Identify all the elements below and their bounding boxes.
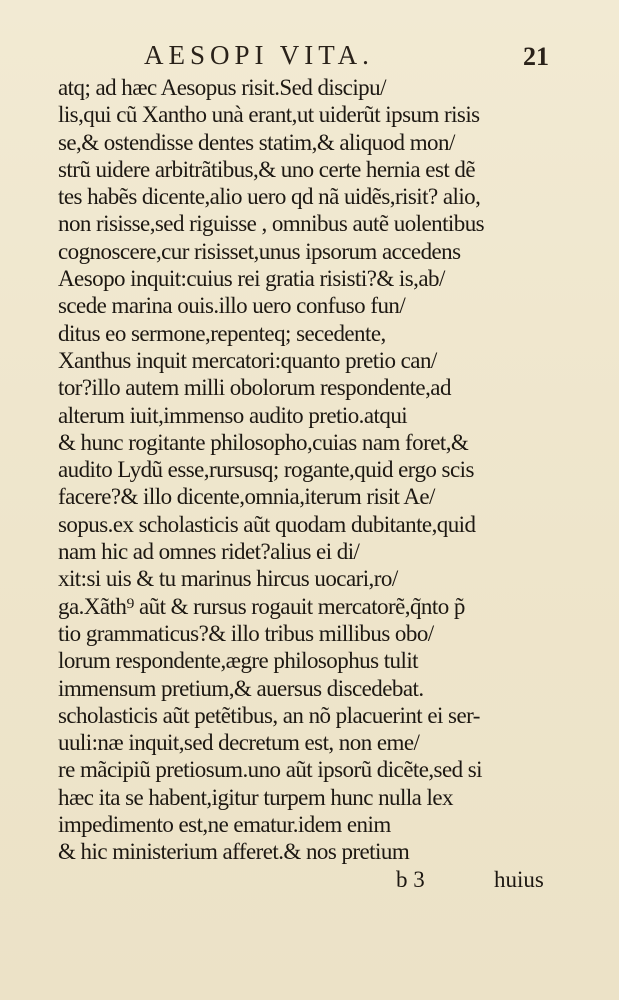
text-line: atq; ad hæc Aesopus risit.Sed discipu/ [58,75,386,100]
catchword: huius [494,867,544,892]
text-line: facere?& illo dicente,omnia,iterum risit Ae/ [58,484,435,510]
text-line: hæc ita se habent,igitur turpem hunc nulla lex [58,784,453,810]
text-line: immensum pretium,& auersus discedebat. [58,675,424,701]
text-line: ga.Xãth⁹ aũt & rursus rogauit mercatorẽ,q̃nto p̃ [58,593,465,619]
text-line: scede marina ouis.illo uero confuso fun/ [58,293,406,319]
text-line: Xanthus inquit mercatori:quanto pretio can/ [58,347,437,373]
text-line: alterum iuit,immenso audito pretio.atqui [58,402,408,428]
text-block [58,74,568,866]
text-line: & hic ministerium afferet.& nos pretium [58,839,410,865]
text-line: Aesopo inquit:cuius rei gratia risisti?& is,ab/ [58,266,445,292]
text-line: audito Lydũ esse,rursusq; rogante,quid ergo scis [58,457,474,483]
signature-mark: b 3 [396,867,425,892]
text-line: sopus.ex scholasticis aũt quodam dubitante,quid [58,511,476,537]
text-line: lis,qui cũ Xantho unà erant,ut uiderũt ipsum risis [58,102,480,128]
text-line: tor?illo autem milli obolorum respondente,ad [58,375,451,401]
text-line: ditus eo sermone,repenteq; secedente, [58,320,386,346]
text-line: cognoscere,cur risisset,unus ipsorum accedens [58,238,461,264]
text-line: se,& ostendisse dentes statim,& aliquod mon/ [58,129,455,155]
text-line: tes habẽs dicente,alio uero qd nã uidẽs,risit? alio, [58,184,481,210]
text-line: re mãcipiũ pretiosum.uno aũt ipsorũ dicẽte,sed si [58,757,482,783]
text-line: nam hic ad omnes ridet?alius ei di/ [58,539,360,565]
text-line: uuli:næ inquit,sed decretum est, non eme/ [58,730,420,756]
footer-line [58,866,568,894]
text-line: scholasticis aũt petẽtibus, an nõ placuerint ei ser- [58,702,480,728]
page-number: 21 [523,42,549,71]
text-line: impedimento est,ne ematur.idem enim [58,812,391,838]
text-line: lorum respondente,ægre philosophus tulit [58,648,419,674]
running-title: AESOPI VITA. [144,40,374,70]
text-line: & hunc rogitante philosopho,cuias nam foret,& [58,429,469,455]
text-line: tio grammaticus?& illo tribus millibus obo/ [58,620,434,646]
text-line: strũ uidere arbitrãtibus,& uno certe hernia est dẽ [58,156,476,182]
text-line: xit:si uis & tu marinus hircus uocari,ro/ [58,566,398,592]
text-line: non risisse,sed riguisse , omnibus autẽ uolentibus [58,211,485,237]
